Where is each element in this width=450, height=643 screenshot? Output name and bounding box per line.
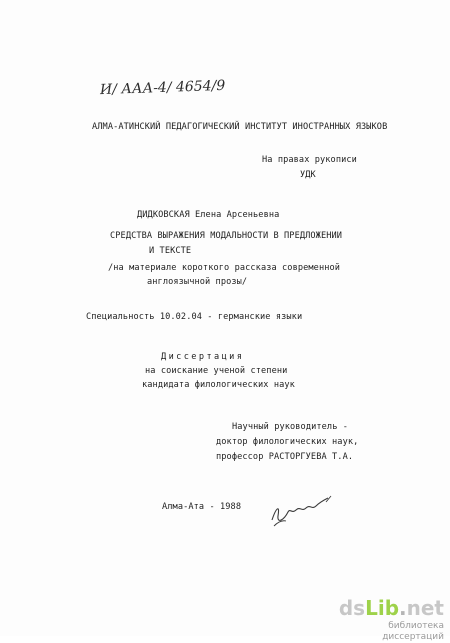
supervisor-role: Научный руководитель -	[232, 422, 349, 432]
institute-name: АЛМА-АТИНСКИЙ ПЕДАГОГИЧЕСКИЙ ИНСТИТУТ ИНОСТРАННЫХ ЯЗЫКОВ	[92, 122, 388, 132]
udk-label: УДК	[300, 170, 316, 180]
handwritten-signature	[268, 490, 338, 530]
author-name: ДИДКОВСКАЯ Елена Арсеньевна	[137, 210, 280, 220]
dissertation-label: Диссертация	[161, 352, 245, 362]
specialty: Специальность 10.02.04 - германские языки	[86, 312, 303, 322]
degree-line-1: на соискание ученой степени	[145, 366, 288, 376]
degree-line-2: кандидата филологических наук	[142, 380, 295, 390]
dslib-watermark	[334, 596, 444, 642]
handwritten-archive-number: И/ ААА-4/ 4654/9	[99, 77, 226, 99]
subtitle-line-2: англоязычной прозы/	[147, 277, 248, 287]
dissertation-title-line-1: СРЕДСТВА ВЫРАЖЕНИЯ МОДАЛЬНОСТИ В ПРЕДЛОЖЕНИИ	[110, 231, 343, 241]
dslib-logo: dsLib.net	[338, 596, 444, 620]
dslib-caption: библиотека диссертаций	[382, 621, 444, 642]
subtitle-line-1: /на материале короткого рассказа современной	[108, 263, 341, 273]
dissertation-title-line-2: И ТЕКСТЕ	[149, 246, 192, 256]
city-year: Алма-Ата - 1988	[162, 502, 242, 512]
supervisor-name: профессор РАСТОРГУЕВА Т.А.	[216, 452, 354, 462]
supervisor-degree: доктор филологических наук,	[216, 437, 359, 447]
manuscript-note: На правах рукописи	[262, 155, 357, 165]
